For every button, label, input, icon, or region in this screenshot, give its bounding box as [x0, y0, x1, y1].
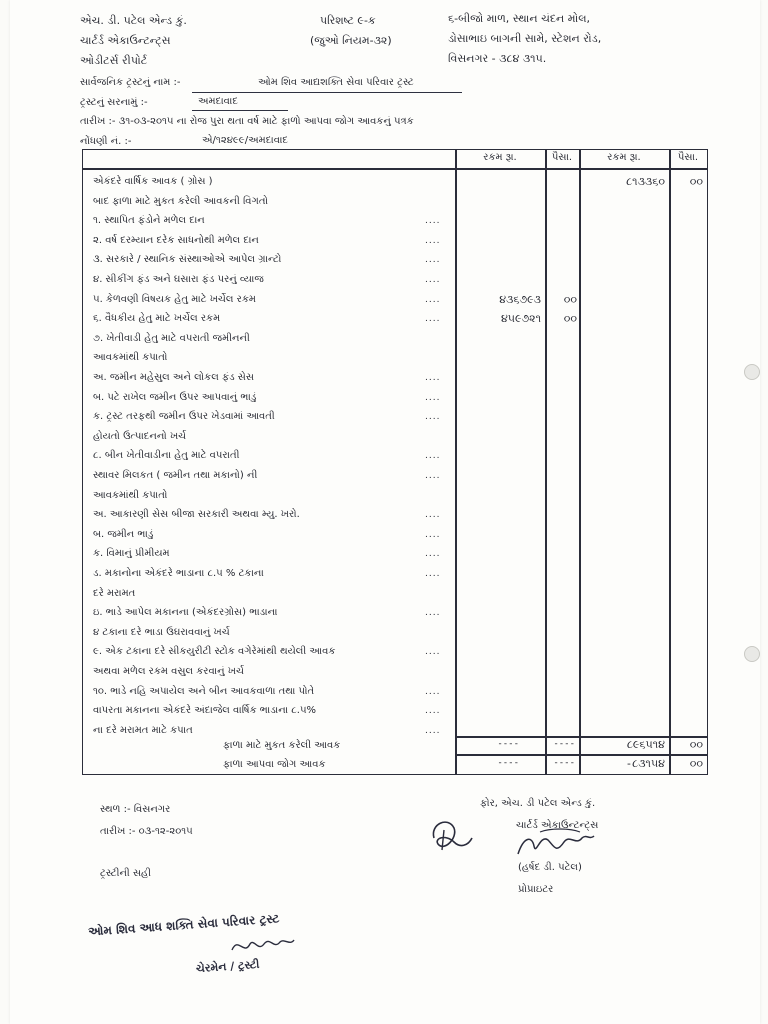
footer-firm-role: ચાર્ટર્ડ એકાઉન્ટન્ટ્સ — [516, 820, 599, 831]
trust-name-label: સાર્વજનિક ટ્રસ્ટનું નામ :- — [80, 77, 181, 88]
table-row-label: ૭. ખેતીવાડી હેતુ માટે વપરાતી જમીનની — [93, 332, 250, 344]
for-firm-line: ફોર, એચ. ડી પટેલ એન્ડ કું. — [480, 798, 596, 809]
table-row-label: બ. જમીન ભાડું — [93, 528, 154, 540]
table-row-label: ૯. એક ટકાના દરે સીકયુરીટી સ્ટોક વગેરેમાંથી થયેલી આવક — [93, 646, 336, 658]
table-row-amount-right: ૮૧૩૩૬૦ — [626, 175, 665, 188]
table-row-dots: .... — [425, 216, 441, 227]
total-payable-dash-paise: ---- — [553, 758, 575, 768]
table-row-dots: .... — [425, 706, 441, 717]
table-row-dots: .... — [425, 294, 441, 305]
firm-role: ચાર્ટર્ડ એકાઉન્ટન્ટ્સ — [80, 34, 171, 47]
total-payable-label: ફાળા આપવા જોગ આવક — [223, 759, 326, 770]
table-row-dots: .... — [425, 725, 441, 736]
address-line-1: ૬-બીજો માળ, સ્થાન ચંદન મોલ, — [448, 12, 591, 25]
table-row-label: અ. આકારણી સેસ બીજા સરકારી અથવા મ્યુ. ખરો. — [93, 509, 300, 521]
table-row-label: ક. વિમાનું પ્રીમીયમ — [93, 548, 170, 560]
punch-hole — [744, 364, 760, 380]
table-row-label: ૨. વર્ષ દરમ્યાન દરેક સાધનોથી મળેલ દાન — [93, 234, 259, 246]
table-row-label: ૪ ટકાના દરે ભાડા ઉઘરાવવાનું ખર્ચ — [93, 626, 230, 638]
document-page — [10, 0, 760, 1024]
table-row-label: આવકમાંથી કપાતો — [93, 352, 168, 364]
table-row-paise-left: ૦૦ — [563, 292, 577, 306]
table-row-dots: .... — [425, 373, 441, 383]
table-row-dots: .... — [425, 647, 441, 658]
statement-date-line: તારીખ :- ૩૧-૦૩-૨૦૧૫ ના રોજ પુરા થતા વર્ષ માટે ફાળો આપવા જોગ આવકનું પત્રક — [80, 116, 414, 127]
trust-stamp: ઓમ શિવ આધ શક્તિ સેવા પરિવાર ટ્રસ્ટ — [87, 911, 280, 939]
total-payable-amount: -૮૩૧૫૪ — [625, 757, 665, 770]
column-header-amount-right: રકમ રૂા. — [607, 152, 641, 163]
total-free-amount: ૮૯૬૫૧૪ — [626, 738, 665, 751]
table-row-label: ૧. સ્થાપિત ફંડોને મળેલ દાન — [93, 215, 205, 227]
income-statement-table — [82, 149, 708, 775]
registration-value: એ/૧૨૪૯૯/અમદાવાદ — [202, 135, 289, 146]
table-row-dots: .... — [425, 471, 441, 481]
column-header-paise-right: પૈસા. — [677, 152, 699, 163]
table-row-dots: .... — [425, 392, 441, 403]
table-row-label: ૫. કેળવણી વિષયક હેતુ માટે ખર્ચેલ રકમ — [93, 293, 256, 305]
proprietor-label: પ્રોપ્રાઇટર — [518, 884, 554, 895]
trust-name-underline — [192, 92, 462, 93]
table-row-dots: .... — [425, 686, 441, 697]
table-row-label: હોયતો ઉત્પાદનનો ખર્ચ — [93, 430, 187, 442]
partner-name: (હર્ષદ ડી. પટેલ) — [518, 862, 582, 873]
table-row-dots: .... — [425, 235, 441, 246]
table-row-label: ૧૦. ભાડે નહિ અપાયેલ અને બીન આવકવાળા તથા પોતે — [93, 685, 315, 697]
table-row-label: આવકમાંથી કપાતો — [93, 489, 168, 501]
rule-reference: (જુઓ નિયમ-૩૨) — [310, 34, 392, 47]
total-free-dash-left: ---- — [497, 739, 519, 749]
trustee-signature-label: ટ્રસ્ટીની સહી — [100, 868, 152, 879]
table-row-label: અથવા મળેલ રકમ વસુલ કરવાનું ખર્ચ — [93, 666, 244, 677]
schedule-label: પરિશષ્ટ ૯-ક — [320, 14, 376, 27]
total-payable-dash-left: ---- — [497, 758, 519, 768]
table-row-label: ૬. વૈધકીય હેતુ માટે ખર્ચેલ રકમ — [93, 313, 221, 325]
table-row-label: ક. ટ્રસ્ટ તરફથી જમીન ઉપર ખેડવામાં આવતી — [93, 411, 275, 423]
firm-name: એચ. ડી. પટેલ એન્ડ કું. — [80, 14, 187, 27]
table-row-label: એકંદરે વાર્ષિક આવક ( ગ્રોસ ) — [93, 176, 213, 187]
footer-date-line: તારીખ :- ૦૩-૧૨-૨૦૧૫ — [100, 826, 193, 837]
trust-address-label: ટ્રસ્ટનું સરનામું :- — [80, 97, 148, 108]
address-line-2: ડોસાભાઇ બાગની સામે, સ્ટેશન રોડ, — [448, 32, 602, 45]
table-row-dots: .... — [425, 510, 441, 521]
table-row-paise-right: ૦૦ — [689, 175, 703, 188]
total-free-dash-paise: ---- — [553, 739, 575, 749]
table-row-amount-left: ૪૩૬૭૯૩ — [499, 292, 541, 306]
table-row-label: ડ. મકાનોના એકંદરે ભાડાના ૮.૫ % ટકાના — [93, 568, 264, 579]
column-header-amount-left: રકમ રૂા. — [483, 152, 517, 163]
table-row-dots: .... — [425, 608, 441, 619]
table-row-amount-left: ૪૫૯૭૨૧ — [500, 312, 541, 326]
table-row-label: ૮. બીન ખેતીવાડીના હેતુ માટે વપરાતી — [93, 450, 240, 462]
table-row-label: સ્થાવર મિલકત ( જમીન તથા મકાનો) ની — [93, 470, 258, 481]
table-row-dots: .... — [425, 255, 441, 266]
table-row-dots: .... — [425, 549, 441, 560]
table-row-label: દરે મરામત — [93, 587, 136, 599]
auditor-initials-signature — [420, 808, 480, 864]
table-row-label: બ. પટે રાખેલ જમીન ઉપર આપવાનું ભાડું — [93, 391, 257, 403]
total-free-paise: ૦૦ — [689, 738, 703, 751]
table-row-dots: .... — [425, 529, 441, 540]
total-payable-paise: ૦૦ — [689, 757, 703, 770]
trust-address-value: અમદાવાદ — [198, 96, 238, 107]
address-line-3: વિસનગર - ૩૮૪ ૩૧૫. — [448, 52, 547, 65]
table-row-label: ના દરે મરામત માટે કપાત — [93, 724, 193, 736]
registration-label: નોંધણી નં. :- — [80, 136, 132, 147]
table-row-dots: .... — [425, 275, 441, 285]
table-row-label: ઇ. ભાડે આપેલ મકાનના (એકંદરગ્રોસ) ભાડાના — [93, 607, 278, 619]
table-row-dots: .... — [425, 451, 441, 462]
table-row-label: બાદ ફાળા માટે મુકત કરેલી આવકની વિગતો — [93, 195, 268, 207]
trustee-signature — [228, 932, 298, 960]
auditor-signature — [510, 826, 600, 866]
report-type: ઓડીટર્સ રીપોર્ટ — [80, 54, 148, 67]
trust-name-value: ઓમ શિવ આદ્યશક્તિ સેવા પરિવાર ટ્રસ્ટ — [258, 77, 414, 88]
punch-hole — [744, 646, 760, 662]
table-row-label: ૩. સરકારે / સ્થાનિક સંસ્થાઓએ આપેલ ગ્રાન્ટો — [93, 254, 282, 266]
table-row-label: વાપરતા મકાનના એકંદરે અંદાજેલ વાર્ષિક ભાડાના ૮.૫% — [93, 705, 317, 717]
table-row-paise-left: ૦૦ — [563, 312, 577, 326]
trust-address-underline — [192, 110, 288, 111]
table-row-dots: .... — [425, 412, 441, 423]
table-row-dots: .... — [425, 314, 441, 325]
table-row-dots: .... — [425, 569, 441, 579]
table-row-label: અ. જમીન મહેસુલ અને લોકલ ફંડ સેસ — [93, 372, 254, 383]
column-header-paise-left: પૈસા. — [551, 152, 573, 163]
total-free-label: ફાળા માટે મુકત કરેલી આવક — [223, 740, 341, 751]
place-line: સ્થળ :- વિસનગર — [100, 804, 171, 815]
chairman-trustee-stamp: ચેરમેન / ટ્રસ્ટી — [195, 957, 260, 976]
table-row-label: ૪. સીકીંગ ફંડ અને ઘસારા ફંડ પરનું વ્યાજ — [93, 274, 264, 285]
